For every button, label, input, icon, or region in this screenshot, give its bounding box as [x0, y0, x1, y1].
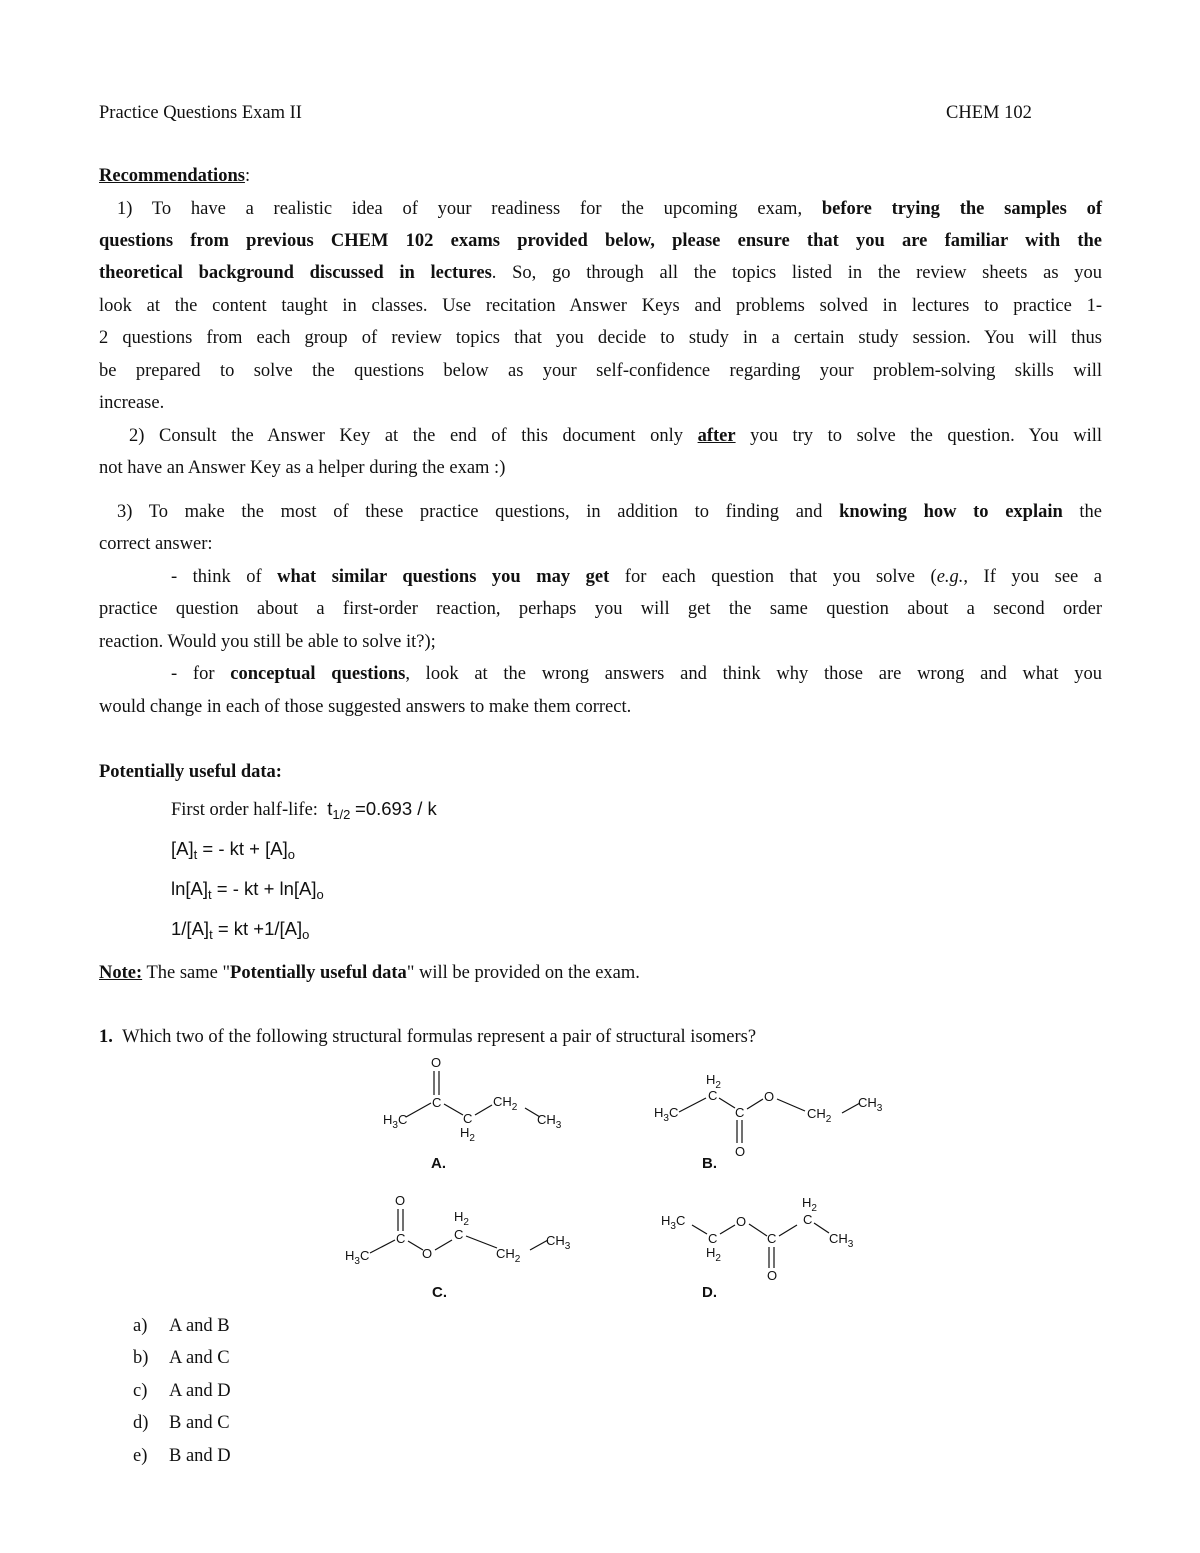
svg-text:H3C: $H_3C$: [661, 1213, 686, 1232]
rec1-line4: look at the content taught in classes. Use recitation Answer Keys and problems solved in lectures to practice 1-: [99, 296, 1102, 316]
svg-text:O: O: [422, 1246, 433, 1261]
label-b: B.: [702, 1155, 717, 1172]
rec2-line2: not have an Answer Key as a helper during the exam :): [99, 458, 506, 478]
svg-text:C: C: [396, 1231, 406, 1246]
svg-text:CH3: $CH_3$: [858, 1095, 883, 1114]
svg-text:H3C: $H_3C$: [345, 1248, 370, 1267]
svg-text:H2: $H_2$: [460, 1125, 475, 1144]
structural-formulas: [330, 1050, 930, 1310]
first-order-equation: $\ln[A]_t$ = - kt + $\ln[A]_o$: [171, 878, 324, 902]
rec3-line1: 3) To make the most of these practice questions, in addition to finding and knowing how to explain the: [117, 502, 1103, 522]
option-b[interactable]: b) A and C: [133, 1348, 230, 1368]
svg-text:C: C: [708, 1231, 718, 1246]
svg-text:CH3: $CH_3$: [546, 1233, 571, 1252]
rec1-line3: theoretical background discussed in lectures. So, go through all the topics listed in the review sheets as you: [99, 263, 1102, 283]
option-c[interactable]: c) A and D: [133, 1381, 231, 1401]
rec3-bullet1-line2: practice question about a first-order reaction, perhaps you will get the same question about a second order: [99, 599, 1102, 619]
label-a: A.: [431, 1155, 446, 1172]
svg-text:H2: $H_2$: [706, 1072, 721, 1091]
page-title: Practice Questions Exam II: [99, 103, 302, 123]
rec3-line2: correct answer:: [99, 534, 213, 554]
rec3-bullet1-line1: - think of what similar questions you may get for each question that you solve (e.g., If you see a: [171, 567, 1102, 587]
svg-text:C: C: [454, 1227, 464, 1242]
svg-text:C: C: [432, 1095, 442, 1110]
svg-text:C: C: [767, 1231, 777, 1246]
option-a[interactable]: a) A and B: [133, 1316, 230, 1336]
svg-text:O: O: [735, 1144, 746, 1159]
structure-b: [654, 1072, 883, 1172]
svg-text:O: O: [431, 1055, 442, 1070]
svg-text:O: O: [395, 1193, 406, 1208]
svg-text:O: O: [767, 1268, 778, 1283]
rec1-line2: questions from previous CHEM 102 exams provided below, please ensure that you are familiar with the: [99, 231, 1102, 251]
rec2-line1: 2) Consult the Answer Key at the end of this document only after you try to solve the question. You will: [129, 426, 1103, 446]
course-code: CHEM 102: [946, 103, 1032, 123]
half-life-equation: First order half-life: $t_{1/2} =0.693 / k$: [171, 798, 437, 822]
label-c: C.: [432, 1284, 447, 1301]
svg-text:O: O: [764, 1089, 775, 1104]
svg-text:C: C: [708, 1088, 718, 1103]
svg-text:CH3: $CH_3$: [537, 1112, 562, 1131]
note: Note: The same "Potentially useful data" will be provided on the exam.: [99, 963, 640, 983]
svg-text:CH2: $CH_2$: [493, 1094, 518, 1113]
svg-text:CH3: $CH_3$: [829, 1231, 854, 1250]
svg-text:H3C: $H_3C$: [654, 1105, 679, 1124]
structure-c: [345, 1193, 571, 1301]
option-d[interactable]: d) B and C: [133, 1413, 230, 1433]
svg-text:CH2: $CH_2$: [807, 1106, 832, 1125]
svg-text:C: C: [803, 1212, 813, 1227]
useful-data-heading: Potentially useful data:: [99, 762, 282, 782]
question-1: 1. Which two of the following structural formulas represent a pair of structural isomers?: [99, 1027, 757, 1047]
zero-order-equation: $[A]_t$ = - kt + $[A]_o$: [171, 838, 295, 862]
svg-text:H3C: $H_3C$: [383, 1112, 408, 1131]
option-e[interactable]: e) B and D: [133, 1446, 231, 1466]
recommendations-heading: Recommendations:: [99, 166, 251, 186]
svg-text:H2: $H_2$: [706, 1245, 721, 1264]
svg-text:C: C: [463, 1111, 473, 1126]
rec3-bullet2-line2: would change in each of those suggested answers to make them correct.: [99, 697, 632, 717]
svg-text:O: O: [736, 1214, 747, 1229]
structure-d: [661, 1195, 854, 1301]
rec1-line1: 1) To have a realistic idea of your readiness for the upcoming exam, before trying the samples of: [117, 199, 1103, 219]
svg-text:H2: $H_2$: [454, 1209, 469, 1228]
structure-a: [383, 1055, 562, 1172]
rec3-bullet2-line1: - for conceptual questions, look at the wrong answers and think why those are wrong and what you: [171, 664, 1103, 684]
rec1-line7: increase.: [99, 393, 165, 413]
rec3-bullet1-line3: reaction. Would you still be able to solve it?);: [99, 632, 436, 652]
svg-text:C: C: [735, 1105, 745, 1120]
rec1-line6: be prepared to solve the questions below as your self-confidence regarding your problem-solving skills will: [99, 361, 1102, 381]
second-order-equation: $1/[A]_t$ = kt $+1/[A]_o$: [171, 918, 310, 942]
svg-text:H2: $H_2$: [802, 1195, 817, 1214]
svg-text:CH2: $CH_2$: [496, 1246, 521, 1265]
rec1-line5: 2 questions from each group of review topics that you decide to study in a certain study session. You will thus: [99, 328, 1102, 348]
label-d: D.: [702, 1284, 717, 1301]
